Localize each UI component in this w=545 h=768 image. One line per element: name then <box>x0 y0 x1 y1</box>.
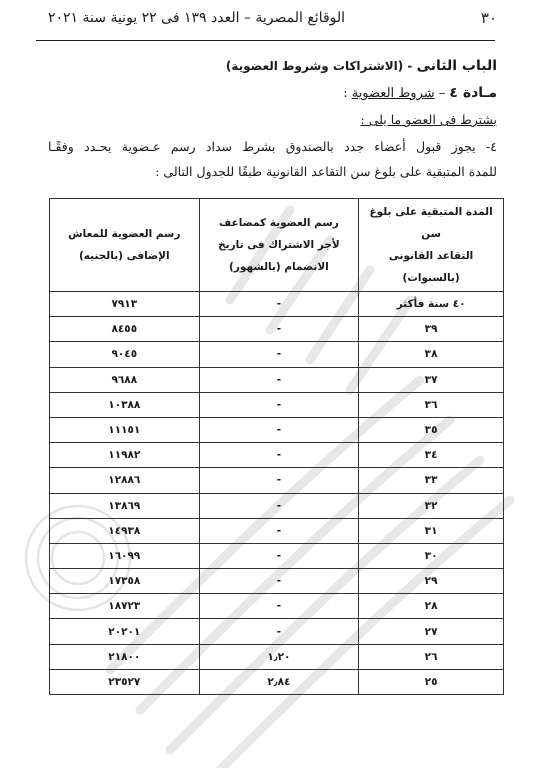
table-row <box>50 443 504 468</box>
table-row <box>50 493 504 518</box>
cell-remaining-years: ٢٥ <box>359 669 504 694</box>
part-label: الباب الثانى <box>416 58 497 74</box>
table-row <box>50 468 504 493</box>
cell-remaining-years: ٣٣ <box>359 468 504 493</box>
cell-fee-multiple: - <box>199 392 359 417</box>
table-row <box>50 619 504 644</box>
cell-fee-multiple: - <box>199 518 359 543</box>
header-fee-pounds <box>50 199 200 292</box>
table-row <box>50 317 504 342</box>
cell-fee-pounds: ٧٩١٣ <box>50 292 200 317</box>
cell-fee-pounds: ٩٠٤٥ <box>50 342 200 367</box>
cell-fee-pounds: ١٣٨٦٩ <box>50 493 200 518</box>
table-row <box>50 342 504 367</box>
cell-remaining-years: ٢٨ <box>359 594 504 619</box>
cell-remaining-years: ٣٨ <box>359 342 504 367</box>
cell-fee-multiple: ١٫٢٠ <box>199 644 359 669</box>
article-heading <box>343 85 497 101</box>
cell-remaining-years: ٢٩ <box>359 569 504 594</box>
header-text: لأجر الاشتراك فى تاريخ <box>218 239 340 251</box>
cell-fee-multiple: - <box>199 342 359 367</box>
cell-remaining-years: ٤٠ سنة فأكثر <box>359 292 504 317</box>
table-row <box>50 669 504 694</box>
table-row <box>50 518 504 543</box>
cell-fee-pounds: ١١٩٨٢ <box>50 443 200 468</box>
header-text: (بالسنوات) <box>402 272 460 284</box>
cell-remaining-years: ٣٧ <box>359 367 504 392</box>
cell-fee-pounds: ١٨٧٢٣ <box>50 594 200 619</box>
cell-fee-pounds: ٢١٨٠٠ <box>50 644 200 669</box>
cell-remaining-years: ٣٥ <box>359 417 504 442</box>
table-header-row <box>50 199 504 292</box>
cell-fee-pounds: ٢٣٥٢٧ <box>50 669 200 694</box>
cell-fee-pounds: ١١١٥١ <box>50 417 200 442</box>
cell-fee-pounds: ١٠٣٨٨ <box>50 392 200 417</box>
table-body <box>50 292 504 695</box>
header-fee-multiple <box>199 199 359 292</box>
part-title: - (الاشتراكات وشروط العضوية) <box>225 59 417 73</box>
header-text: الإضافى (بالجنيه) <box>79 250 170 262</box>
article-title: شروط العضوية <box>351 86 435 101</box>
cell-fee-multiple: - <box>199 367 359 392</box>
membership-fee-table <box>49 198 504 695</box>
cell-remaining-years: ٣٢ <box>359 493 504 518</box>
cell-remaining-years: ٢٦ <box>359 644 504 669</box>
header-text: رسم العضوية للمعاش <box>68 228 181 240</box>
cell-remaining-years: ٣٦ <box>359 392 504 417</box>
table-row <box>50 569 504 594</box>
header-text: التقاعد القانونى <box>388 250 474 262</box>
cell-fee-pounds: ١٤٩٣٨ <box>50 518 200 543</box>
cell-remaining-years: ٣٩ <box>359 317 504 342</box>
cell-fee-multiple: - <box>199 468 359 493</box>
page-number: ٣٠ <box>480 9 497 27</box>
header-text: رسم العضوية كمضاعف <box>219 217 339 229</box>
cell-fee-pounds: ٨٤٥٥ <box>50 317 200 342</box>
cell-fee-multiple: - <box>199 569 359 594</box>
cell-fee-multiple: - <box>199 317 359 342</box>
header-text: المدة المتبقية على بلوغ سن <box>369 206 493 240</box>
table-row <box>50 417 504 442</box>
cell-fee-multiple: - <box>199 443 359 468</box>
header-remaining-years <box>359 199 504 292</box>
part-heading <box>226 58 497 74</box>
cell-fee-multiple: - <box>199 417 359 442</box>
table-row <box>50 594 504 619</box>
cell-fee-pounds: ٢٠٢٠١ <box>50 619 200 644</box>
table-row <box>50 644 504 669</box>
table-row <box>50 392 504 417</box>
cell-remaining-years: ٣١ <box>359 518 504 543</box>
cell-fee-pounds: ١٧٣٥٨ <box>50 569 200 594</box>
running-header <box>48 6 497 30</box>
cell-fee-multiple: - <box>199 292 359 317</box>
table-row <box>50 292 504 317</box>
header-divider <box>36 40 495 41</box>
condition-intro: يشترط فى العضو ما يلى : <box>360 112 497 127</box>
cell-fee-pounds: ١٢٨٨٦ <box>50 468 200 493</box>
cell-fee-multiple: - <box>199 619 359 644</box>
running-title: الوقائع المصرية – العدد ١٣٩ فى ٢٢ يونية سنة ٢٠٢١ <box>48 10 346 26</box>
cell-fee-pounds: ٩٦٨٨ <box>50 367 200 392</box>
cell-fee-multiple: - <box>199 594 359 619</box>
paragraph-line-2: للمدة المتبقية على بلوغ سن التقاعد القانونية طبقًا للجدول التالى : <box>155 164 497 179</box>
cell-fee-multiple: - <box>199 543 359 568</box>
cell-fee-multiple: - <box>199 493 359 518</box>
article-colon: : <box>343 86 352 101</box>
cell-remaining-years: ٢٧ <box>359 619 504 644</box>
header-text: الانضمام (بالشهور) <box>229 261 329 273</box>
cell-remaining-years: ٣٤ <box>359 443 504 468</box>
table-row <box>50 367 504 392</box>
table-row <box>50 543 504 568</box>
cell-remaining-years: ٣٠ <box>359 543 504 568</box>
cell-fee-pounds: ١٦٠٩٩ <box>50 543 200 568</box>
paragraph-line-1: ٤- يجوز قبول أعضاء جدد بالصندوق بشرط سداد رسم عـضوية يحـدد وفقًـا <box>48 139 497 154</box>
article-dash: – <box>434 86 450 101</box>
cell-fee-multiple: ٢٫٨٤ <box>199 669 359 694</box>
article-label: مـادة ٤ <box>449 85 497 101</box>
